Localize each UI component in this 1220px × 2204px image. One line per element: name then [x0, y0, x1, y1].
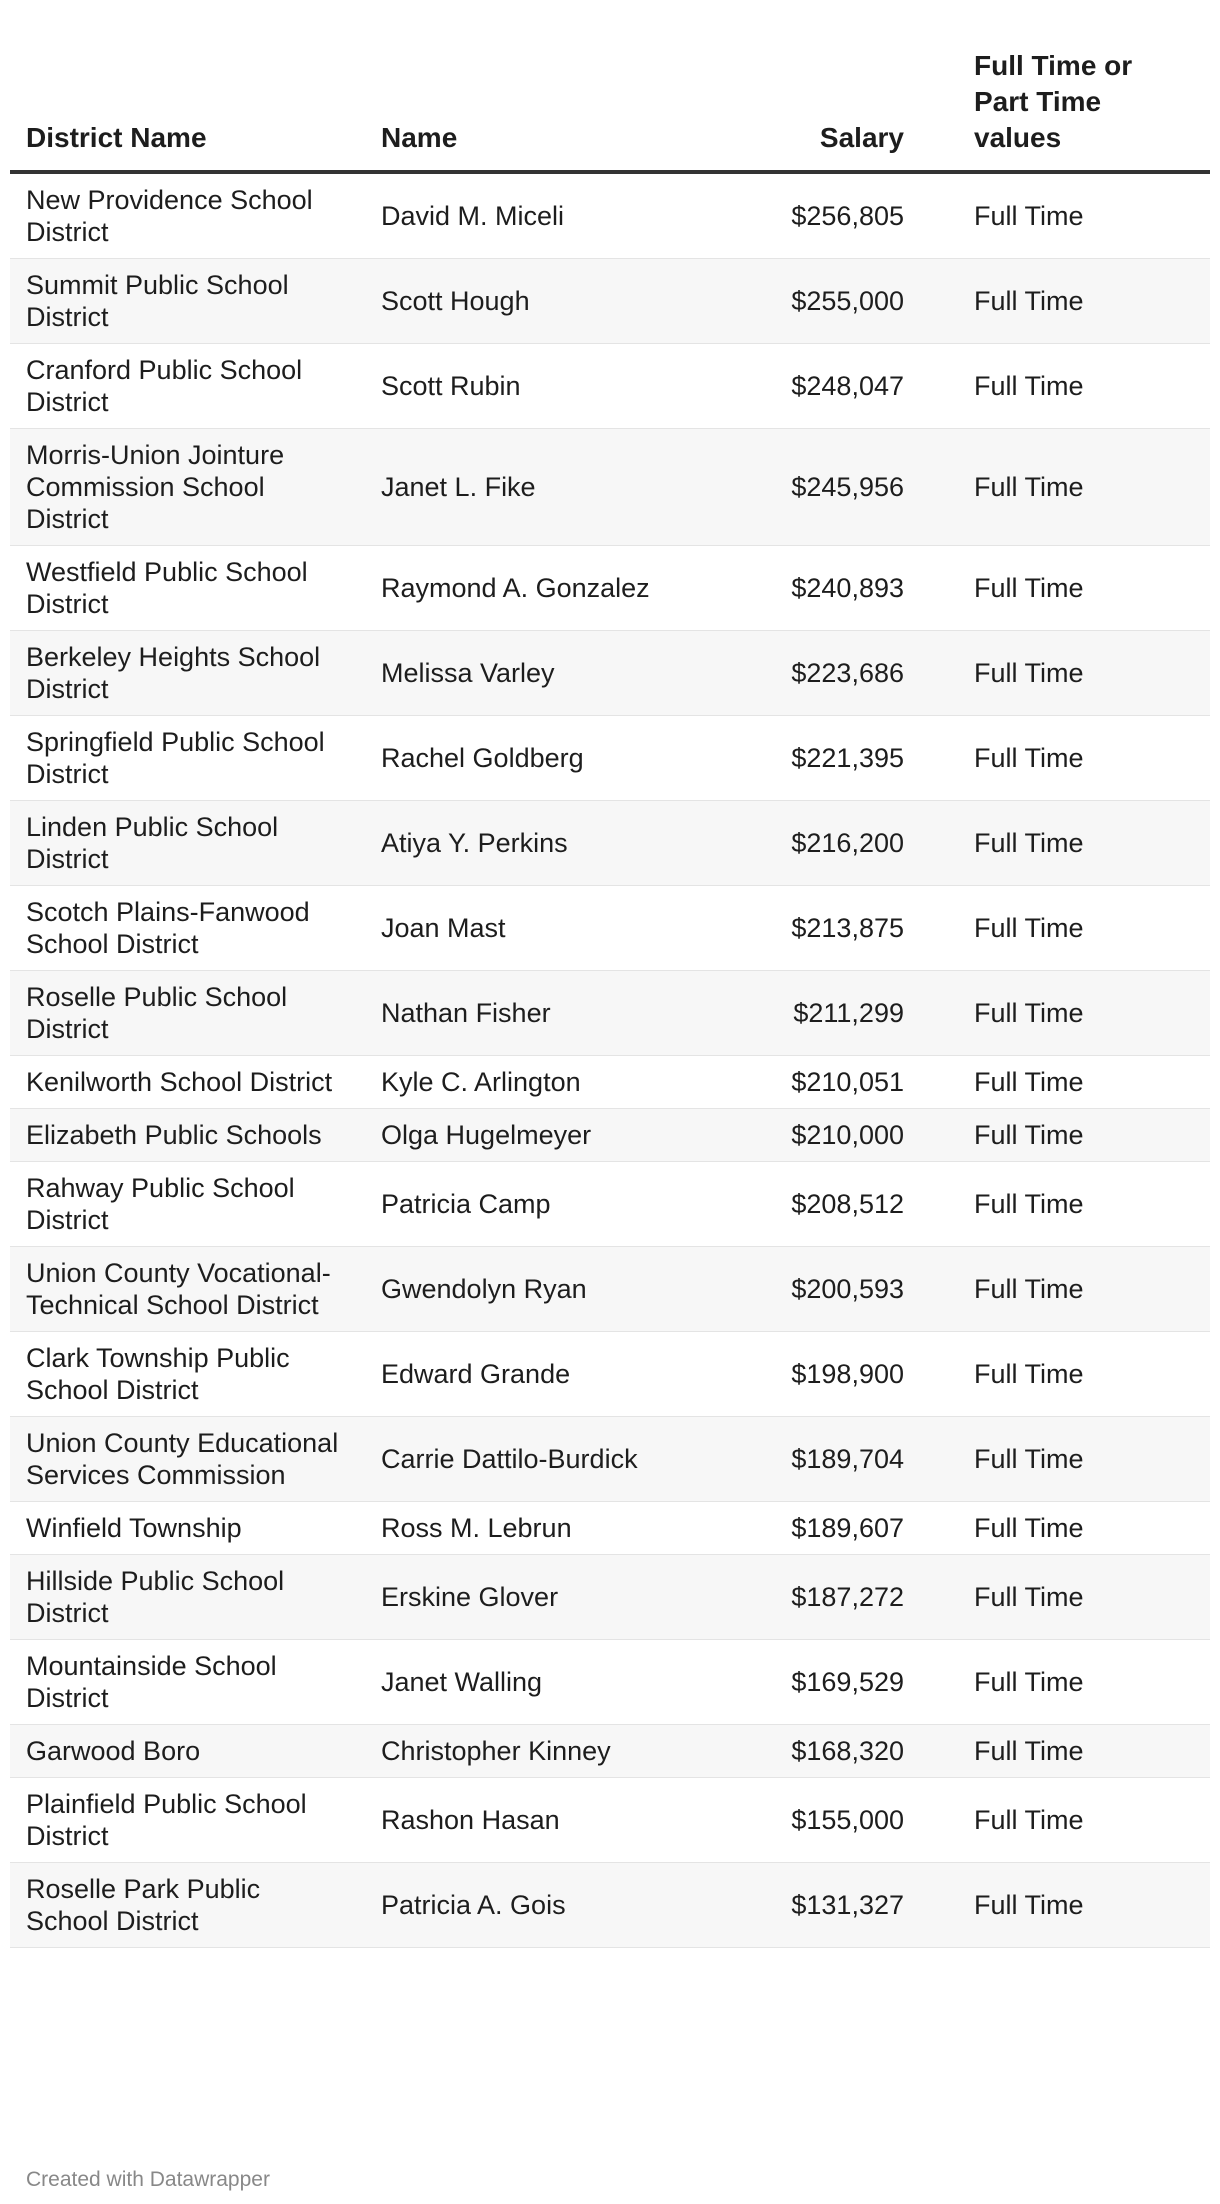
cell-salary: $187,272 — [725, 1555, 958, 1640]
cell-district-name: Garwood Boro — [10, 1725, 365, 1778]
table-row — [10, 1056, 1210, 1109]
cell-name: Edward Grande — [365, 1332, 725, 1417]
cell-name: Erskine Glover — [365, 1555, 725, 1640]
cell-status: Full Time — [958, 259, 1210, 344]
cell-district-name: Clark Township Public School District — [10, 1332, 365, 1417]
cell-status: Full Time — [958, 1109, 1210, 1162]
cell-status: Full Time — [958, 716, 1210, 801]
cell-district-name: Scotch Plains-Fanwood School District — [10, 886, 365, 971]
cell-salary: $216,200 — [725, 801, 958, 886]
cell-district-name: New Providence School District — [10, 172, 365, 259]
cell-district-name: Summit Public School District — [10, 259, 365, 344]
table-row — [10, 1417, 1210, 1502]
cell-status: Full Time — [958, 1502, 1210, 1555]
cell-status: Full Time — [958, 344, 1210, 429]
cell-salary: $131,327 — [725, 1863, 958, 1948]
table-row — [10, 631, 1210, 716]
cell-salary: $210,051 — [725, 1056, 958, 1109]
table-row — [10, 172, 1210, 259]
header-salary[interactable]: Salary — [725, 40, 958, 172]
cell-status: Full Time — [958, 1417, 1210, 1502]
cell-status: Full Time — [958, 1247, 1210, 1332]
cell-status: Full Time — [958, 1640, 1210, 1725]
table-row — [10, 1640, 1210, 1725]
cell-status: Full Time — [958, 1162, 1210, 1247]
cell-salary: $240,893 — [725, 546, 958, 631]
header-district-name[interactable]: District Name — [10, 40, 365, 172]
table-row — [10, 1109, 1210, 1162]
cell-salary: $213,875 — [725, 886, 958, 971]
cell-salary: $221,395 — [725, 716, 958, 801]
cell-district-name: Kenilworth School District — [10, 1056, 365, 1109]
salary-table — [10, 40, 1210, 1948]
datawrapper-credit: Created with Datawrapper — [26, 2168, 270, 2191]
cell-name: Carrie Dattilo-Burdick — [365, 1417, 725, 1502]
cell-name: Scott Hough — [365, 259, 725, 344]
cell-name: Gwendolyn Ryan — [365, 1247, 725, 1332]
cell-salary: $155,000 — [725, 1778, 958, 1863]
cell-name: Raymond A. Gonzalez — [365, 546, 725, 631]
cell-salary: $211,299 — [725, 971, 958, 1056]
cell-status: Full Time — [958, 172, 1210, 259]
table-row — [10, 716, 1210, 801]
cell-name: Scott Rubin — [365, 344, 725, 429]
cell-salary: $245,956 — [725, 429, 958, 546]
cell-salary: $198,900 — [725, 1332, 958, 1417]
cell-district-name: Berkeley Heights School District — [10, 631, 365, 716]
cell-name: Ross M. Lebrun — [365, 1502, 725, 1555]
cell-name: David M. Miceli — [365, 172, 725, 259]
table-row — [10, 1778, 1210, 1863]
cell-salary: $169,529 — [725, 1640, 958, 1725]
cell-name: Christopher Kinney — [365, 1725, 725, 1778]
table-row — [10, 1555, 1210, 1640]
salary-table-container — [10, 40, 1210, 1948]
table-body — [10, 172, 1210, 1948]
table-row — [10, 1863, 1210, 1948]
table-row — [10, 1247, 1210, 1332]
table-row — [10, 801, 1210, 886]
cell-name: Patricia Camp — [365, 1162, 725, 1247]
cell-salary: $255,000 — [725, 259, 958, 344]
cell-district-name: Morris-Union Jointure Commission School District — [10, 429, 365, 546]
table-row — [10, 344, 1210, 429]
cell-status: Full Time — [958, 546, 1210, 631]
cell-district-name: Elizabeth Public Schools — [10, 1109, 365, 1162]
cell-salary: $189,607 — [725, 1502, 958, 1555]
cell-district-name: Hillside Public School District — [10, 1555, 365, 1640]
table-row — [10, 1332, 1210, 1417]
table-row — [10, 546, 1210, 631]
cell-name: Rachel Goldberg — [365, 716, 725, 801]
cell-status: Full Time — [958, 1725, 1210, 1778]
header-full-part-time[interactable]: Full Time or Part Time values — [958, 40, 1210, 172]
cell-salary: $208,512 — [725, 1162, 958, 1247]
table-row — [10, 1725, 1210, 1778]
cell-status: Full Time — [958, 1555, 1210, 1640]
cell-district-name: Cranford Public School District — [10, 344, 365, 429]
cell-status: Full Time — [958, 801, 1210, 886]
cell-district-name: Roselle Park Public School District — [10, 1863, 365, 1948]
cell-name: Janet L. Fike — [365, 429, 725, 546]
header-name[interactable]: Name — [365, 40, 725, 172]
cell-status: Full Time — [958, 886, 1210, 971]
cell-name: Rashon Hasan — [365, 1778, 725, 1863]
cell-district-name: Roselle Public School District — [10, 971, 365, 1056]
cell-status: Full Time — [958, 1332, 1210, 1417]
cell-name: Atiya Y. Perkins — [365, 801, 725, 886]
cell-name: Joan Mast — [365, 886, 725, 971]
table-row — [10, 259, 1210, 344]
table-row — [10, 1162, 1210, 1247]
cell-district-name: Union County Educational Services Commission — [10, 1417, 365, 1502]
cell-status: Full Time — [958, 971, 1210, 1056]
cell-name: Melissa Varley — [365, 631, 725, 716]
cell-salary: $200,593 — [725, 1247, 958, 1332]
cell-district-name: Linden Public School District — [10, 801, 365, 886]
table-row — [10, 886, 1210, 971]
table-row — [10, 1502, 1210, 1555]
header-row — [10, 40, 1210, 172]
cell-district-name: Plainfield Public School District — [10, 1778, 365, 1863]
cell-salary: $248,047 — [725, 344, 958, 429]
cell-district-name: Springfield Public School District — [10, 716, 365, 801]
cell-salary: $168,320 — [725, 1725, 958, 1778]
table-header — [10, 40, 1210, 172]
cell-name: Olga Hugelmeyer — [365, 1109, 725, 1162]
table-row — [10, 971, 1210, 1056]
cell-name: Nathan Fisher — [365, 971, 725, 1056]
cell-district-name: Union County Vocational-Technical School District — [10, 1247, 365, 1332]
cell-name: Kyle C. Arlington — [365, 1056, 725, 1109]
cell-salary: $223,686 — [725, 631, 958, 716]
cell-salary: $210,000 — [725, 1109, 958, 1162]
cell-district-name: Mountainside School District — [10, 1640, 365, 1725]
cell-district-name: Westfield Public School District — [10, 546, 365, 631]
cell-salary: $256,805 — [725, 172, 958, 259]
cell-status: Full Time — [958, 1056, 1210, 1109]
cell-status: Full Time — [958, 1778, 1210, 1863]
cell-salary: $189,704 — [725, 1417, 958, 1502]
cell-name: Janet Walling — [365, 1640, 725, 1725]
cell-district-name: Rahway Public School District — [10, 1162, 365, 1247]
table-row — [10, 429, 1210, 546]
cell-status: Full Time — [958, 1863, 1210, 1948]
cell-district-name: Winfield Township — [10, 1502, 365, 1555]
cell-status: Full Time — [958, 429, 1210, 546]
cell-name: Patricia A. Gois — [365, 1863, 725, 1948]
cell-status: Full Time — [958, 631, 1210, 716]
